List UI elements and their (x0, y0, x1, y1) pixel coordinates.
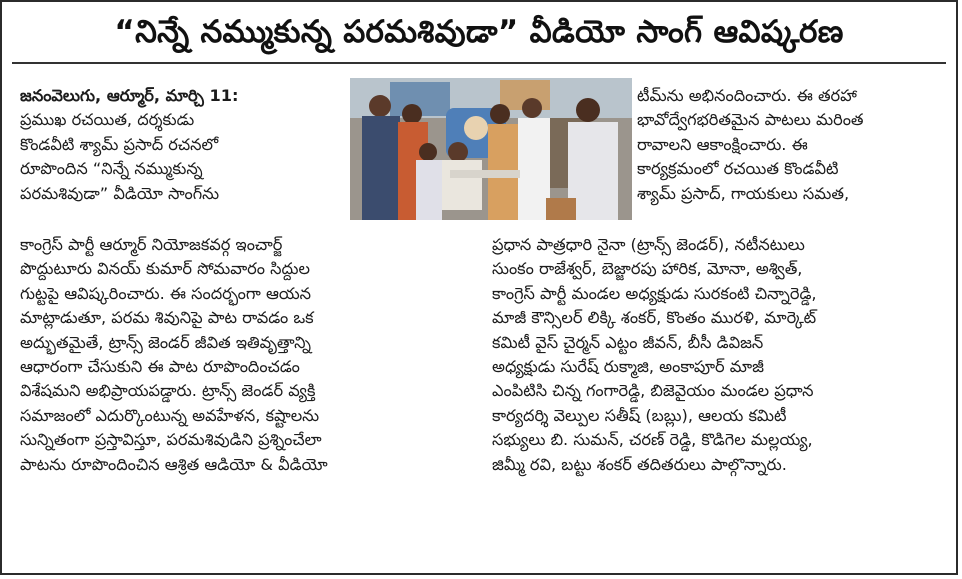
text-line: గుట్టపై ఆవిష్కరించారు. ఈ సందర్భంగా ఆయన (20, 283, 312, 303)
headline-divider (12, 62, 946, 64)
text-line: రావాలని ఆకాంక్షించారు. ఈ (637, 134, 808, 154)
dateline: జనంవెలుగు, ఆర్మూర్, మార్చి 11: (20, 86, 239, 105)
text-line: టీమ్‌ను అభినందించారు. ఈ తరహా (637, 86, 857, 105)
text-line: పాటను రూపొందించిన ఆశ్రిత ఆడియో & వీడియో (20, 454, 328, 474)
left-column-top (20, 84, 350, 206)
left-column-bottom (20, 233, 490, 477)
article-headline: “నిన్నే నమ్ముకున్న పరమశివుడా” వీడియో సాంగ్ ఆవిష్కరణ (114, 14, 844, 50)
text-line: ఆధారంగా చేసుకుని ఈ పాట రూపొందించడం (20, 356, 300, 376)
text-line: విశేషమని అభిప్రాయపడ్డారు. ట్రాన్స్ జెండర్ వ్యక్తి (20, 381, 316, 401)
text-line: కార్యక్రమంలో రచయిత కొండవీటి (637, 159, 839, 179)
text-line: కాంగ్రెస్ పార్టీ ఆర్మూర్ నియోజకవర్గ ఇంచార్జ్ (20, 235, 283, 254)
text-line: ప్రముఖ రచయిత, దర్శకుడు (20, 110, 195, 130)
text-line: ప్రధాన పాత్రధారి నైనా (ట్రాన్స్ జెండర్), నటీనటులు (492, 235, 805, 254)
right-column-top (637, 84, 957, 206)
text-line: అద్భుతమైతే, ట్రాన్స్ జెండర్ జీవిత ఇతివృత్తాన్ని (20, 332, 311, 352)
text-line: భావోద్వేగభరితమైన పాటలు మరింత (637, 110, 864, 130)
text-line: జిమ్మీ రవి, బట్టు శంకర్ తదితరులు పాల్గొన్నారు. (492, 454, 787, 474)
text-line: పరమశివుడా” వీడియో సాంగ్‌ను (20, 183, 220, 203)
text-line: సున్నితంగా ప్రస్తావిస్తూ, పరమశివుడిని ప్రశ్నించేలా (20, 430, 322, 450)
text-line: శ్యామ్ ప్రసాద్, గాయకులు సమత, (637, 183, 850, 203)
text-line: సుంకం రాజేశ్వర్, బెజ్జారపు హారిక, మోనా, అశ్విత్, (492, 259, 803, 279)
event-photo (350, 78, 632, 220)
right-column-bottom (492, 233, 952, 477)
text-line: పొద్దుటూరు వినయ్ కుమార్ సోమవారం సిద్దుల (20, 259, 311, 279)
text-line: కొండవీటి శ్యామ్ ప్రసాద్ రచనలో (20, 134, 219, 154)
text-line: కమిటీ వైస్ చైర్మన్ ఎట్టం జీవన్, బీసీ డివిజన్ (492, 332, 764, 352)
text-line: సమాజంలో ఎదుర్కొంటున్న అవహేళన, కష్టాలను (20, 405, 320, 425)
text-line: మాజీ కౌన్సిలర్ లిక్కి శంకర్, కొంతం మురళి, మార్కెట్ (492, 308, 817, 328)
text-line: మాట్లాడుతూ, పరమ శివునిపై పాట రావడం ఒక (20, 308, 314, 328)
text-line: రూపొందిన “నిన్నే నమ్ముకున్న (20, 159, 203, 179)
text-line: ఎంపిటిసి చిన్న గంగారెడ్డి, బిజెవైయం మండల ప్రధాన (492, 381, 814, 401)
text-line: సభ్యులు బి. సుమన్, చరణ్ రెడ్డి, కొడిగెల మల్లయ్య, (492, 430, 813, 450)
event-photo-illustration (350, 78, 632, 220)
text-line: కార్యదర్శి వెల్పుల సతీష్ (బబ్లు), ఆలయ కమిటీ (492, 405, 787, 425)
text-line: కాంగ్రెస్ పార్టీ మండల అధ్యక్షుడు సురకంటి చిన్నారెడ్డి, (492, 283, 817, 303)
text-line: అధ్యక్షుడు సురేష్ రుక్మాజి, అంకాపూర్ మాజీ (492, 356, 764, 376)
